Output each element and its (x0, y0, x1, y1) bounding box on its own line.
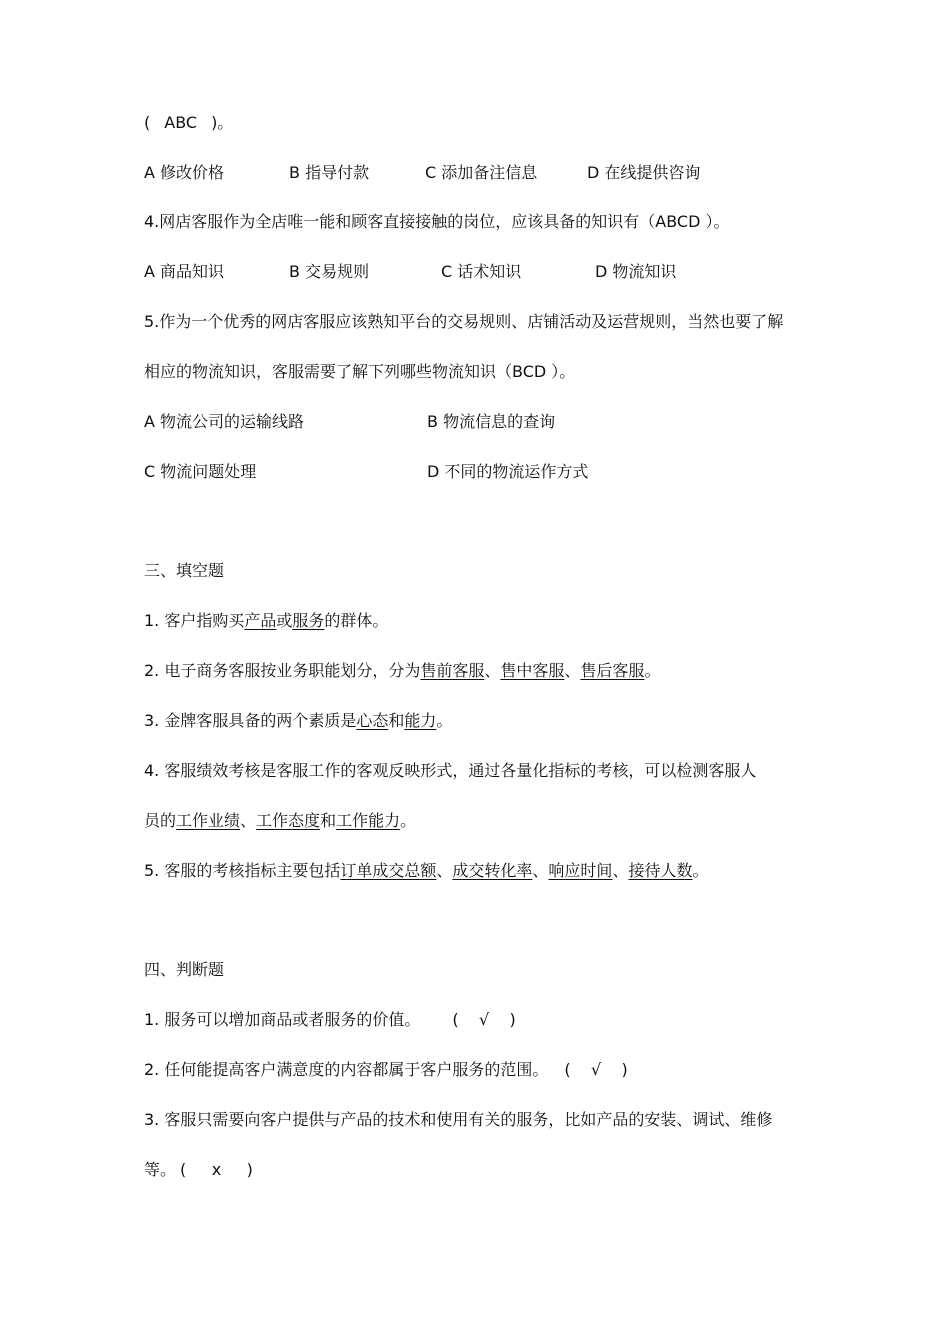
fill-answer: 工作业绩 (176, 811, 241, 830)
fill-answer: 工作能力 (336, 811, 401, 830)
section-title-true-false: 四、判断题 (144, 960, 225, 979)
q4-question: 4.网店客服作为全店唯一能和顾客直接接触的岗位，应该具备的知识有（ABCD ）。 (144, 212, 730, 231)
q3-answer: ABC (164, 113, 198, 132)
q5-question-line2: 相应的物流知识，客服需要了解下列哪些物流知识（BCD ）。 (144, 362, 576, 381)
q5-option-a: A 物流公司的运输线路 (144, 412, 305, 431)
bracket-open: ( (144, 113, 151, 132)
q5-question-line1: 5.作为一个优秀的网店客服应该熟知平台的交易规则、店铺活动及运营规则，当然也要了解 (144, 312, 784, 331)
fill-answer: 心态 (356, 711, 389, 730)
fill-question-4-line1: 4. 客服绩效考核是客服工作的客观反映形式，通过各量化指标的考核，可以检测客服人 (144, 761, 757, 780)
fill-question-4-line2: 员的工作业绩、工作态度和工作能力。 (144, 811, 417, 830)
judge-question-3-line1: 3. 客服只需要向客户提供与产品的技术和使用有关的服务，比如产品的安装、调试、维修 (144, 1110, 773, 1129)
fill-answer: 售中客服 (500, 661, 565, 680)
bracket-close: )。 (211, 113, 234, 132)
fill-answer: 服务 (292, 611, 325, 630)
fill-answer: 成交转化率 (452, 861, 533, 880)
judge-mark: ( √ ) (452, 1010, 516, 1029)
fill-answer: 接待人数 (628, 861, 693, 880)
judge-mark: ( √ ) (564, 1060, 628, 1079)
q5-option-b: B 物流信息的查询 (427, 412, 556, 431)
q4-option-a: A 商品知识 (144, 262, 225, 281)
q5-option-d: D 不同的物流运作方式 (427, 462, 589, 481)
q4-option-c: C 话术知识 (441, 262, 522, 281)
q4-option-d: D 物流知识 (595, 262, 677, 281)
fill-answer: 响应时间 (548, 861, 613, 880)
judge-question-1: 1. 服务可以增加商品或者服务的价值。 ( √ ) (144, 1010, 516, 1029)
fill-question-1: 1. 客户指购买产品或服务的群体。 (144, 611, 389, 630)
q3-option-c: C 添加备注信息 (425, 163, 538, 182)
q4-option-b: B 交易规则 (289, 262, 370, 281)
q3-option-a: A 修改价格 (144, 163, 225, 182)
q3-answer-line (144, 111, 233, 135)
q5-option-c: C 物流问题处理 (144, 462, 257, 481)
judge-mark: ( x ) (180, 1160, 253, 1179)
fill-question-3: 3. 金牌客服具备的两个素质是心态和能力。 (144, 711, 453, 730)
judge-question-3-line2: 等。 ( x ) (144, 1160, 253, 1179)
fill-answer: 能力 (404, 711, 437, 730)
fill-answer: 订单成交总额 (340, 861, 437, 880)
fill-answer: 售后客服 (580, 661, 645, 680)
fill-question-5: 5. 客服的考核指标主要包括订单成交总额、成交转化率、响应时间、接待人数。 (144, 861, 709, 880)
judge-question-2: 2. 任何能提高客户满意度的内容都属于客户服务的范围。 ( √ ) (144, 1060, 628, 1079)
fill-answer: 售前客服 (420, 661, 485, 680)
fill-question-2: 2. 电子商务客服按业务职能划分，分为售前客服、售中客服、售后客服。 (144, 661, 661, 680)
fill-answer: 产品 (244, 611, 277, 630)
q3-option-d: D 在线提供咨询 (587, 163, 701, 182)
fill-answer: 工作态度 (256, 811, 321, 830)
section-title-fill-in: 三、填空题 (144, 561, 225, 580)
q3-option-b: B 指导付款 (289, 163, 370, 182)
